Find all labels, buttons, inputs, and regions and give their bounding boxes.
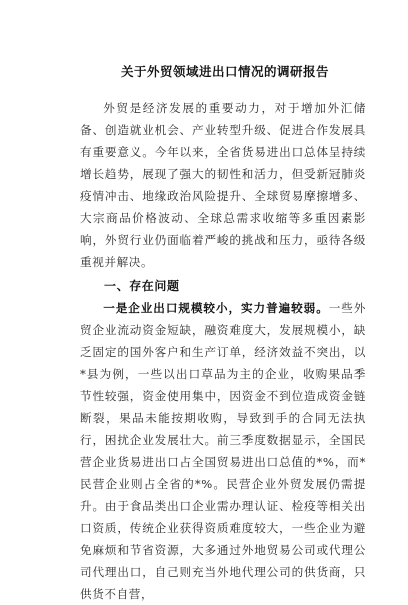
point1-lead: 一是企业出口规模较小，实力普遍较弱。 (103, 301, 329, 315)
intro-paragraph: 外贸是经济发展的重要动力，对于增加外汇储备、创造就业机会、产业转型升级、促进合作发展具有重要意义。今年以来，全省货易进出口总体呈持续增长趋势，展现了强大的韧性和活力，但受新冠肺炎疫情冲击、地缘政治风险提升、全球贸易摩擦增多、大宗商品价格波动、全球总需求收缩等多重因素影响，外贸行业仍面临着严峻的挑战和压力，亟待各级重视并解决。 (80, 101, 366, 269)
section-heading: 一、存在问题 (104, 279, 180, 293)
document-title: 关于外贸领域进出口情况的调研报告 (120, 64, 329, 79)
point1-body: 一些外贸企业流动资金短缺，融资难度大，发展规模小，缺乏固定的国外客户和生产订单，经济效益不突出，以*县为例，一些以出口草品为主的企业，收购果品季节性较强，资金使用集中，因资金不到位造成资金链断裂，果品未能按期收购，导致到手的合同无法执行，困扰企业发展壮大。前三季度数据显示，全国民营企业货易进出口占全国贸易进出口总值的*%，而*民营企业则占全省的*%。民营企业外贸发展仍需提升。由于食品类出口企业需办理认证、检疫等相关出口资质，传统企业获得资质难度较大，一些企业为避免麻烦和节省资源，大多通过外地贸易公司或代理公司代理出口，自己则充当外地代理公司的供货商，只供货不自营， (80, 301, 366, 601)
point1-paragraph (80, 297, 366, 605)
